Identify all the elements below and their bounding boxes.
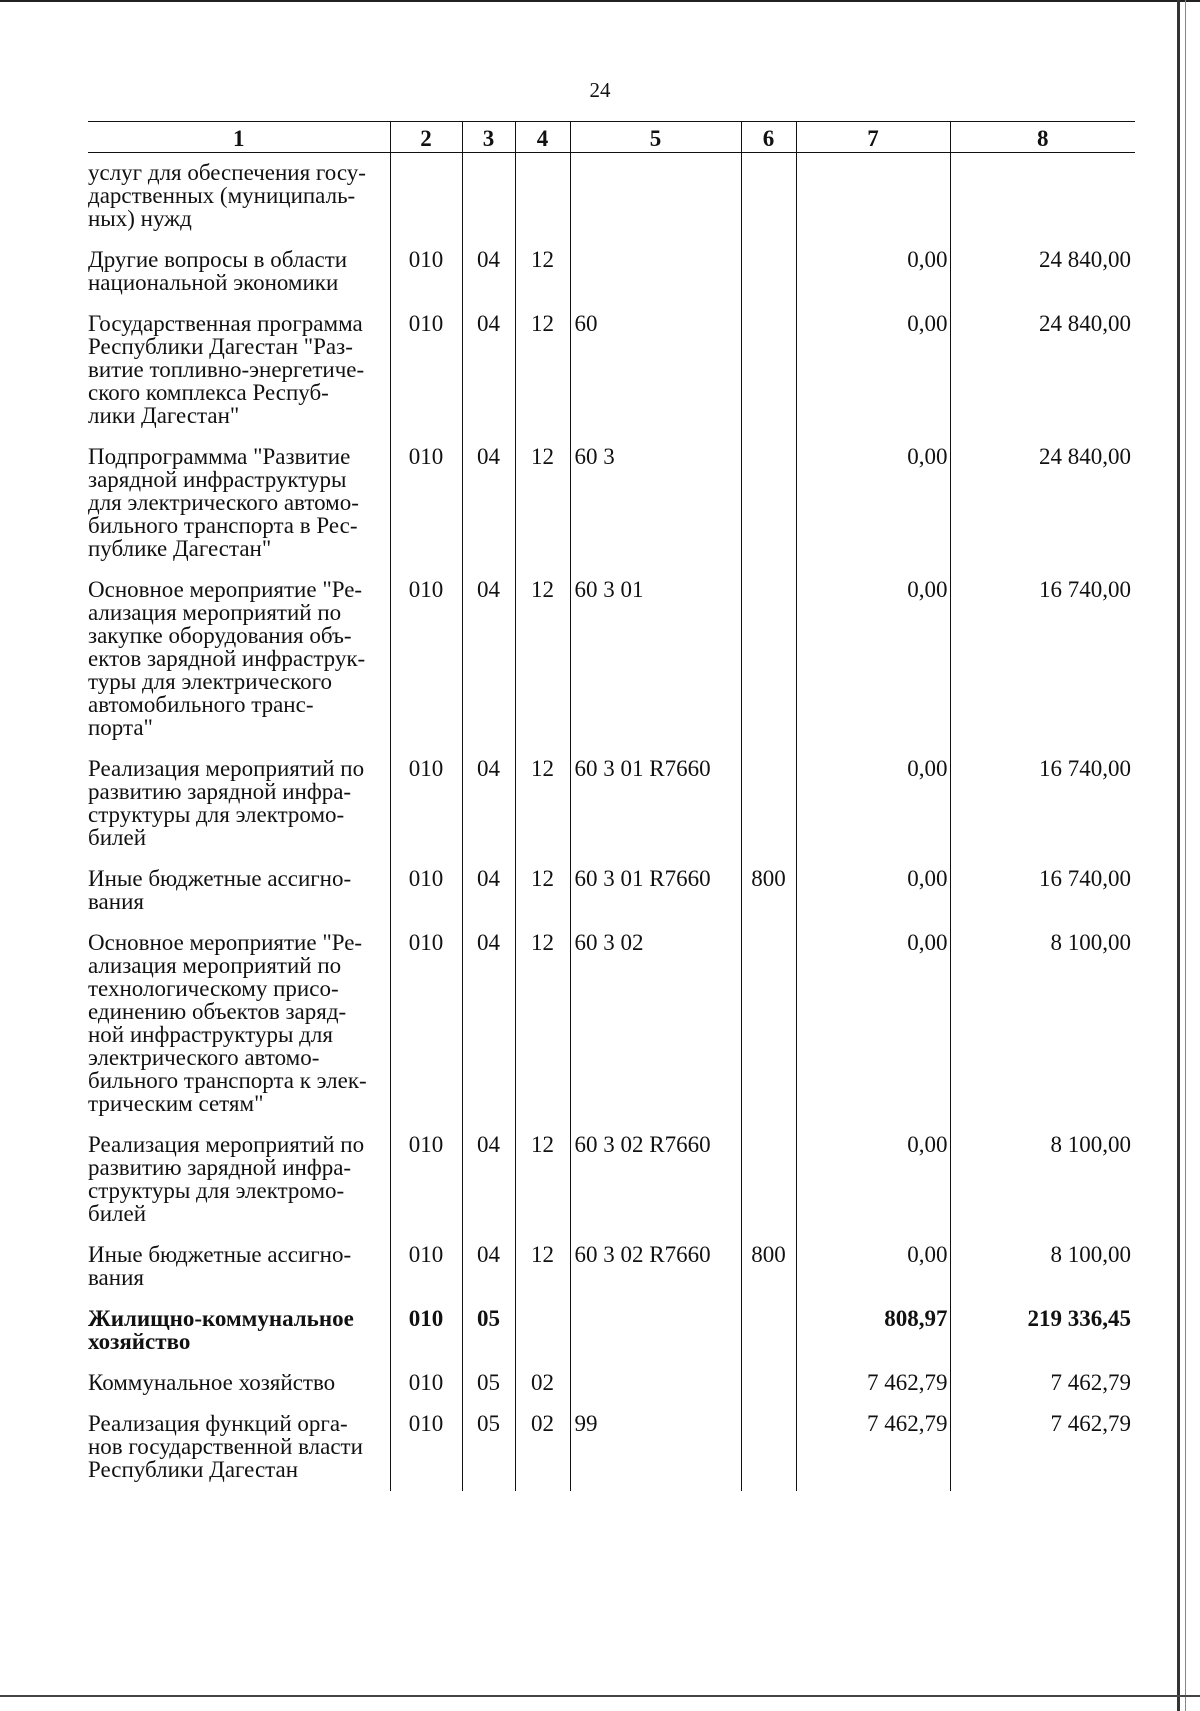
- row-subsection: 12: [515, 312, 570, 445]
- scan-edge-top: [0, 0, 1200, 2]
- row-expense-type: [741, 931, 796, 1133]
- row-expense-type: [741, 248, 796, 312]
- header-col-7: 7: [796, 122, 950, 153]
- row-target-article: 60: [570, 312, 741, 445]
- header-col-1: 1: [88, 122, 390, 153]
- row-expense-type: [741, 1412, 796, 1491]
- page-number: 24: [589, 78, 611, 102]
- row-admin-code: 010: [390, 1133, 462, 1243]
- row-description: Реализация функций орга- нов государственной власти Республики Дагестан: [88, 1411, 363, 1482]
- row-target-article: [570, 153, 741, 249]
- row-amount-col8: 24 840,00: [950, 248, 1135, 312]
- row-admin-code: 010: [390, 757, 462, 867]
- row-amount-col7: 0,00: [796, 757, 950, 867]
- row-section: 04: [462, 1133, 515, 1243]
- table-row: [88, 1371, 1135, 1412]
- row-expense-type: [741, 757, 796, 867]
- scan-edge-right: [1177, 0, 1180, 1711]
- row-amount-col8: 7 462,79: [950, 1371, 1135, 1412]
- row-amount-col8: 24 840,00: [950, 312, 1135, 445]
- row-description: Иные бюджетные ассигно- вания: [88, 1242, 352, 1290]
- row-amount-col7: 0,00: [796, 445, 950, 578]
- row-target-article: 60 3 01: [570, 578, 741, 757]
- table-row: [88, 445, 1135, 578]
- row-target-article: 60 3: [570, 445, 741, 578]
- table-row: [88, 1307, 1135, 1371]
- row-section: 04: [462, 867, 515, 931]
- row-expense-type: [741, 445, 796, 578]
- row-admin-code: 010: [390, 578, 462, 757]
- row-amount-col7: 7 462,79: [796, 1371, 950, 1412]
- scan-edge-right-thin: [1185, 0, 1186, 1711]
- row-description: Основное мероприятие "Ре- ализация мероприятий по технологическому присо- единению объектов заряд- ной инфраструктуры для электрического автомо- бильного транспорта к элек- трическим сетям": [88, 930, 367, 1116]
- row-subsection: 12: [515, 248, 570, 312]
- table-row: [88, 1243, 1135, 1307]
- table-row: [88, 931, 1135, 1133]
- table-row: [88, 757, 1135, 867]
- row-section: 05: [462, 1371, 515, 1412]
- row-section: 04: [462, 931, 515, 1133]
- header-col-2: 2: [390, 122, 462, 153]
- row-description: Другие вопросы в области национальной экономики: [88, 247, 348, 295]
- row-section: 04: [462, 445, 515, 578]
- row-expense-type: [741, 312, 796, 445]
- table-row: [88, 867, 1135, 931]
- row-section: [462, 153, 515, 249]
- row-section: 04: [462, 312, 515, 445]
- row-target-article: [570, 1371, 741, 1412]
- row-admin-code: 010: [390, 312, 462, 445]
- row-amount-col7: 0,00: [796, 931, 950, 1133]
- table-row: [88, 578, 1135, 757]
- row-amount-col8: [950, 153, 1135, 249]
- row-section: 05: [462, 1307, 515, 1371]
- row-expense-type: [741, 1371, 796, 1412]
- row-amount-col8: 24 840,00: [950, 445, 1135, 578]
- row-expense-type: [741, 578, 796, 757]
- row-target-article: [570, 248, 741, 312]
- row-expense-type: [741, 1133, 796, 1243]
- row-amount-col7: [796, 153, 950, 249]
- header-col-8: 8: [950, 122, 1135, 153]
- row-expense-type: 800: [741, 867, 796, 931]
- row-description: Государственная программа Республики Дагестан "Раз- витие топливно-энергетиче- ского комплекса Респуб- лики Дагестан": [88, 311, 365, 428]
- row-admin-code: [390, 153, 462, 249]
- row-subsection: 12: [515, 757, 570, 867]
- table-row: [88, 248, 1135, 312]
- row-amount-col8: 16 740,00: [950, 757, 1135, 867]
- row-admin-code: 010: [390, 1412, 462, 1491]
- row-description: Иные бюджетные ассигно- вания: [88, 866, 352, 914]
- row-target-article: 60 3 02: [570, 931, 741, 1133]
- row-target-article: 60 3 01 R7660: [570, 867, 741, 931]
- row-expense-type: [741, 1307, 796, 1371]
- row-description: Реализация мероприятий по развитию зарядной инфра- структуры для электромо- билей: [88, 756, 365, 850]
- header-col-3: 3: [462, 122, 515, 153]
- row-target-article: 60 3 02 R7660: [570, 1243, 741, 1307]
- row-amount-col7: 0,00: [796, 248, 950, 312]
- row-admin-code: 010: [390, 248, 462, 312]
- row-admin-code: 010: [390, 1243, 462, 1307]
- table-body: [88, 153, 1135, 1492]
- row-subsection: 12: [515, 867, 570, 931]
- row-subsection: 02: [515, 1412, 570, 1491]
- row-amount-col7: 0,00: [796, 1133, 950, 1243]
- row-amount-col8: 7 462,79: [950, 1412, 1135, 1491]
- scan-edge-bottom: [0, 1695, 1200, 1697]
- row-subsection: 12: [515, 445, 570, 578]
- row-admin-code: 010: [390, 445, 462, 578]
- row-description: Подпрограммма "Развитие зарядной инфраструктуры для электрического автомо- бильного транспорта в Рес- публике Дагестан": [88, 444, 359, 561]
- row-target-article: [570, 1307, 741, 1371]
- row-description: Коммунальное хозяйство: [88, 1370, 336, 1395]
- row-subsection: 02: [515, 1371, 570, 1412]
- row-amount-col7: 0,00: [796, 312, 950, 445]
- row-section: 04: [462, 757, 515, 867]
- row-amount-col8: 8 100,00: [950, 1133, 1135, 1243]
- row-description: услуг для обеспечения госу- дарственных (муниципаль- ных) нужд: [88, 160, 366, 231]
- table-row: [88, 1133, 1135, 1243]
- row-amount-col8: 8 100,00: [950, 1243, 1135, 1307]
- row-subsection: 12: [515, 1133, 570, 1243]
- row-expense-type: [741, 153, 796, 249]
- row-subsection: 12: [515, 578, 570, 757]
- row-subsection: [515, 1307, 570, 1371]
- row-admin-code: 010: [390, 931, 462, 1133]
- row-amount-col7: 7 462,79: [796, 1412, 950, 1491]
- row-target-article: 99: [570, 1412, 741, 1491]
- row-amount-col8: 16 740,00: [950, 867, 1135, 931]
- table-row: [88, 1412, 1135, 1491]
- budget-table: [88, 121, 1135, 1491]
- row-description: Жилищно-коммунальное хозяйство: [88, 1306, 354, 1354]
- row-subsection: 12: [515, 931, 570, 1133]
- table-header-row: [88, 122, 1135, 153]
- row-admin-code: 010: [390, 1307, 462, 1371]
- table-row: [88, 153, 1135, 249]
- header-col-6: 6: [741, 122, 796, 153]
- row-target-article: 60 3 01 R7660: [570, 757, 741, 867]
- row-section: 05: [462, 1412, 515, 1491]
- row-amount-col7: 808,97: [796, 1307, 950, 1371]
- row-amount-col8: 8 100,00: [950, 931, 1135, 1133]
- row-description: Основное мероприятие "Ре- ализация мероприятий по закупке оборудования объ- ектов зарядной инфраструк- туры для электрического автомобильного транс- порта": [88, 577, 366, 740]
- row-amount-col7: 0,00: [796, 867, 950, 931]
- row-section: 04: [462, 578, 515, 757]
- header-col-5: 5: [570, 122, 741, 153]
- row-subsection: 12: [515, 1243, 570, 1307]
- row-description: Реализация мероприятий по развитию зарядной инфра- структуры для электромо- билей: [88, 1132, 365, 1226]
- row-section: 04: [462, 1243, 515, 1307]
- row-admin-code: 010: [390, 867, 462, 931]
- row-amount-col7: 0,00: [796, 1243, 950, 1307]
- row-admin-code: 010: [390, 1371, 462, 1412]
- row-amount-col8: 219 336,45: [950, 1307, 1135, 1371]
- row-amount-col7: 0,00: [796, 578, 950, 757]
- row-section: 04: [462, 248, 515, 312]
- row-expense-type: 800: [741, 1243, 796, 1307]
- row-target-article: 60 3 02 R7660: [570, 1133, 741, 1243]
- row-subsection: [515, 153, 570, 249]
- table-row: [88, 312, 1135, 445]
- row-amount-col8: 16 740,00: [950, 578, 1135, 757]
- header-col-4: 4: [515, 122, 570, 153]
